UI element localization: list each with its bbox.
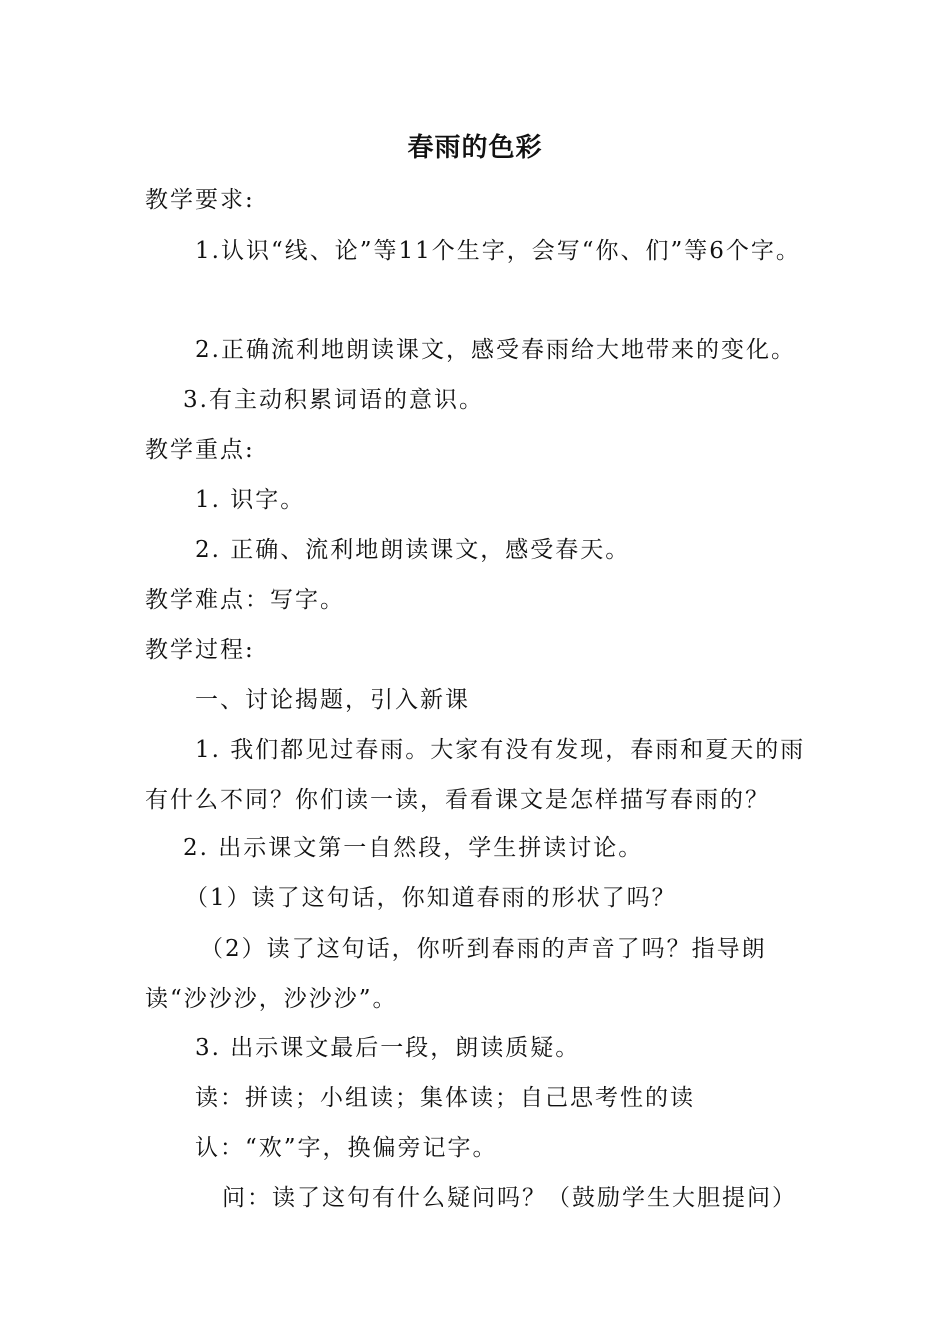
- requirement-item-2: 2.正确流利地朗读课文，感受春雨给大地带来的变化。: [195, 337, 796, 363]
- key-point-item-2: 2. 正确、流利地朗读课文，感受春天。: [195, 537, 631, 563]
- process-step-heading: 一、讨论揭题，引入新课: [195, 687, 470, 713]
- process-ask-line: 问：读了这句有什么疑问吗？（鼓励学生大胆提问）: [222, 1185, 797, 1211]
- requirement-item-3: 3.有主动积累词语的意识。: [183, 387, 484, 413]
- process-item-2: 2. 出示课文第一自然段，学生拼读讨论。: [183, 835, 644, 861]
- process-question-2: （2）读了这句话，你听到春雨的声音了吗？指导朗读“沙沙沙，沙沙沙”。: [145, 936, 767, 1012]
- process-read-line: 读：拼读；小组读；集体读；自己思考性的读: [195, 1085, 695, 1111]
- process-item-1: 1. 我们都见过春雨。大家有没有发现，春雨和夏天的雨有什么不同？你们读一读，看看课文是怎样描写春雨的？: [145, 737, 806, 813]
- process-item-3: 3. 出示课文最后一段，朗读质疑。: [195, 1035, 581, 1061]
- process-recognize-line: 认：“欢”字，换偏旁记字。: [195, 1135, 498, 1161]
- section-heading-requirements: 教学要求:: [145, 187, 255, 213]
- page-title: 春雨的色彩: [407, 133, 543, 163]
- section-heading-difficulties: 教学难点：写字。: [145, 587, 345, 613]
- requirement-item-1: 1.认识“线、论”等11个生字，会写“你、们”等6个字。: [195, 238, 801, 264]
- process-question-1: （1）读了这句话，你知道春雨的形状了吗？: [185, 885, 677, 911]
- section-heading-process: 教学过程:: [145, 637, 255, 663]
- section-heading-key-points: 教学重点:: [145, 437, 255, 463]
- key-point-item-1: 1. 识字。: [195, 487, 306, 513]
